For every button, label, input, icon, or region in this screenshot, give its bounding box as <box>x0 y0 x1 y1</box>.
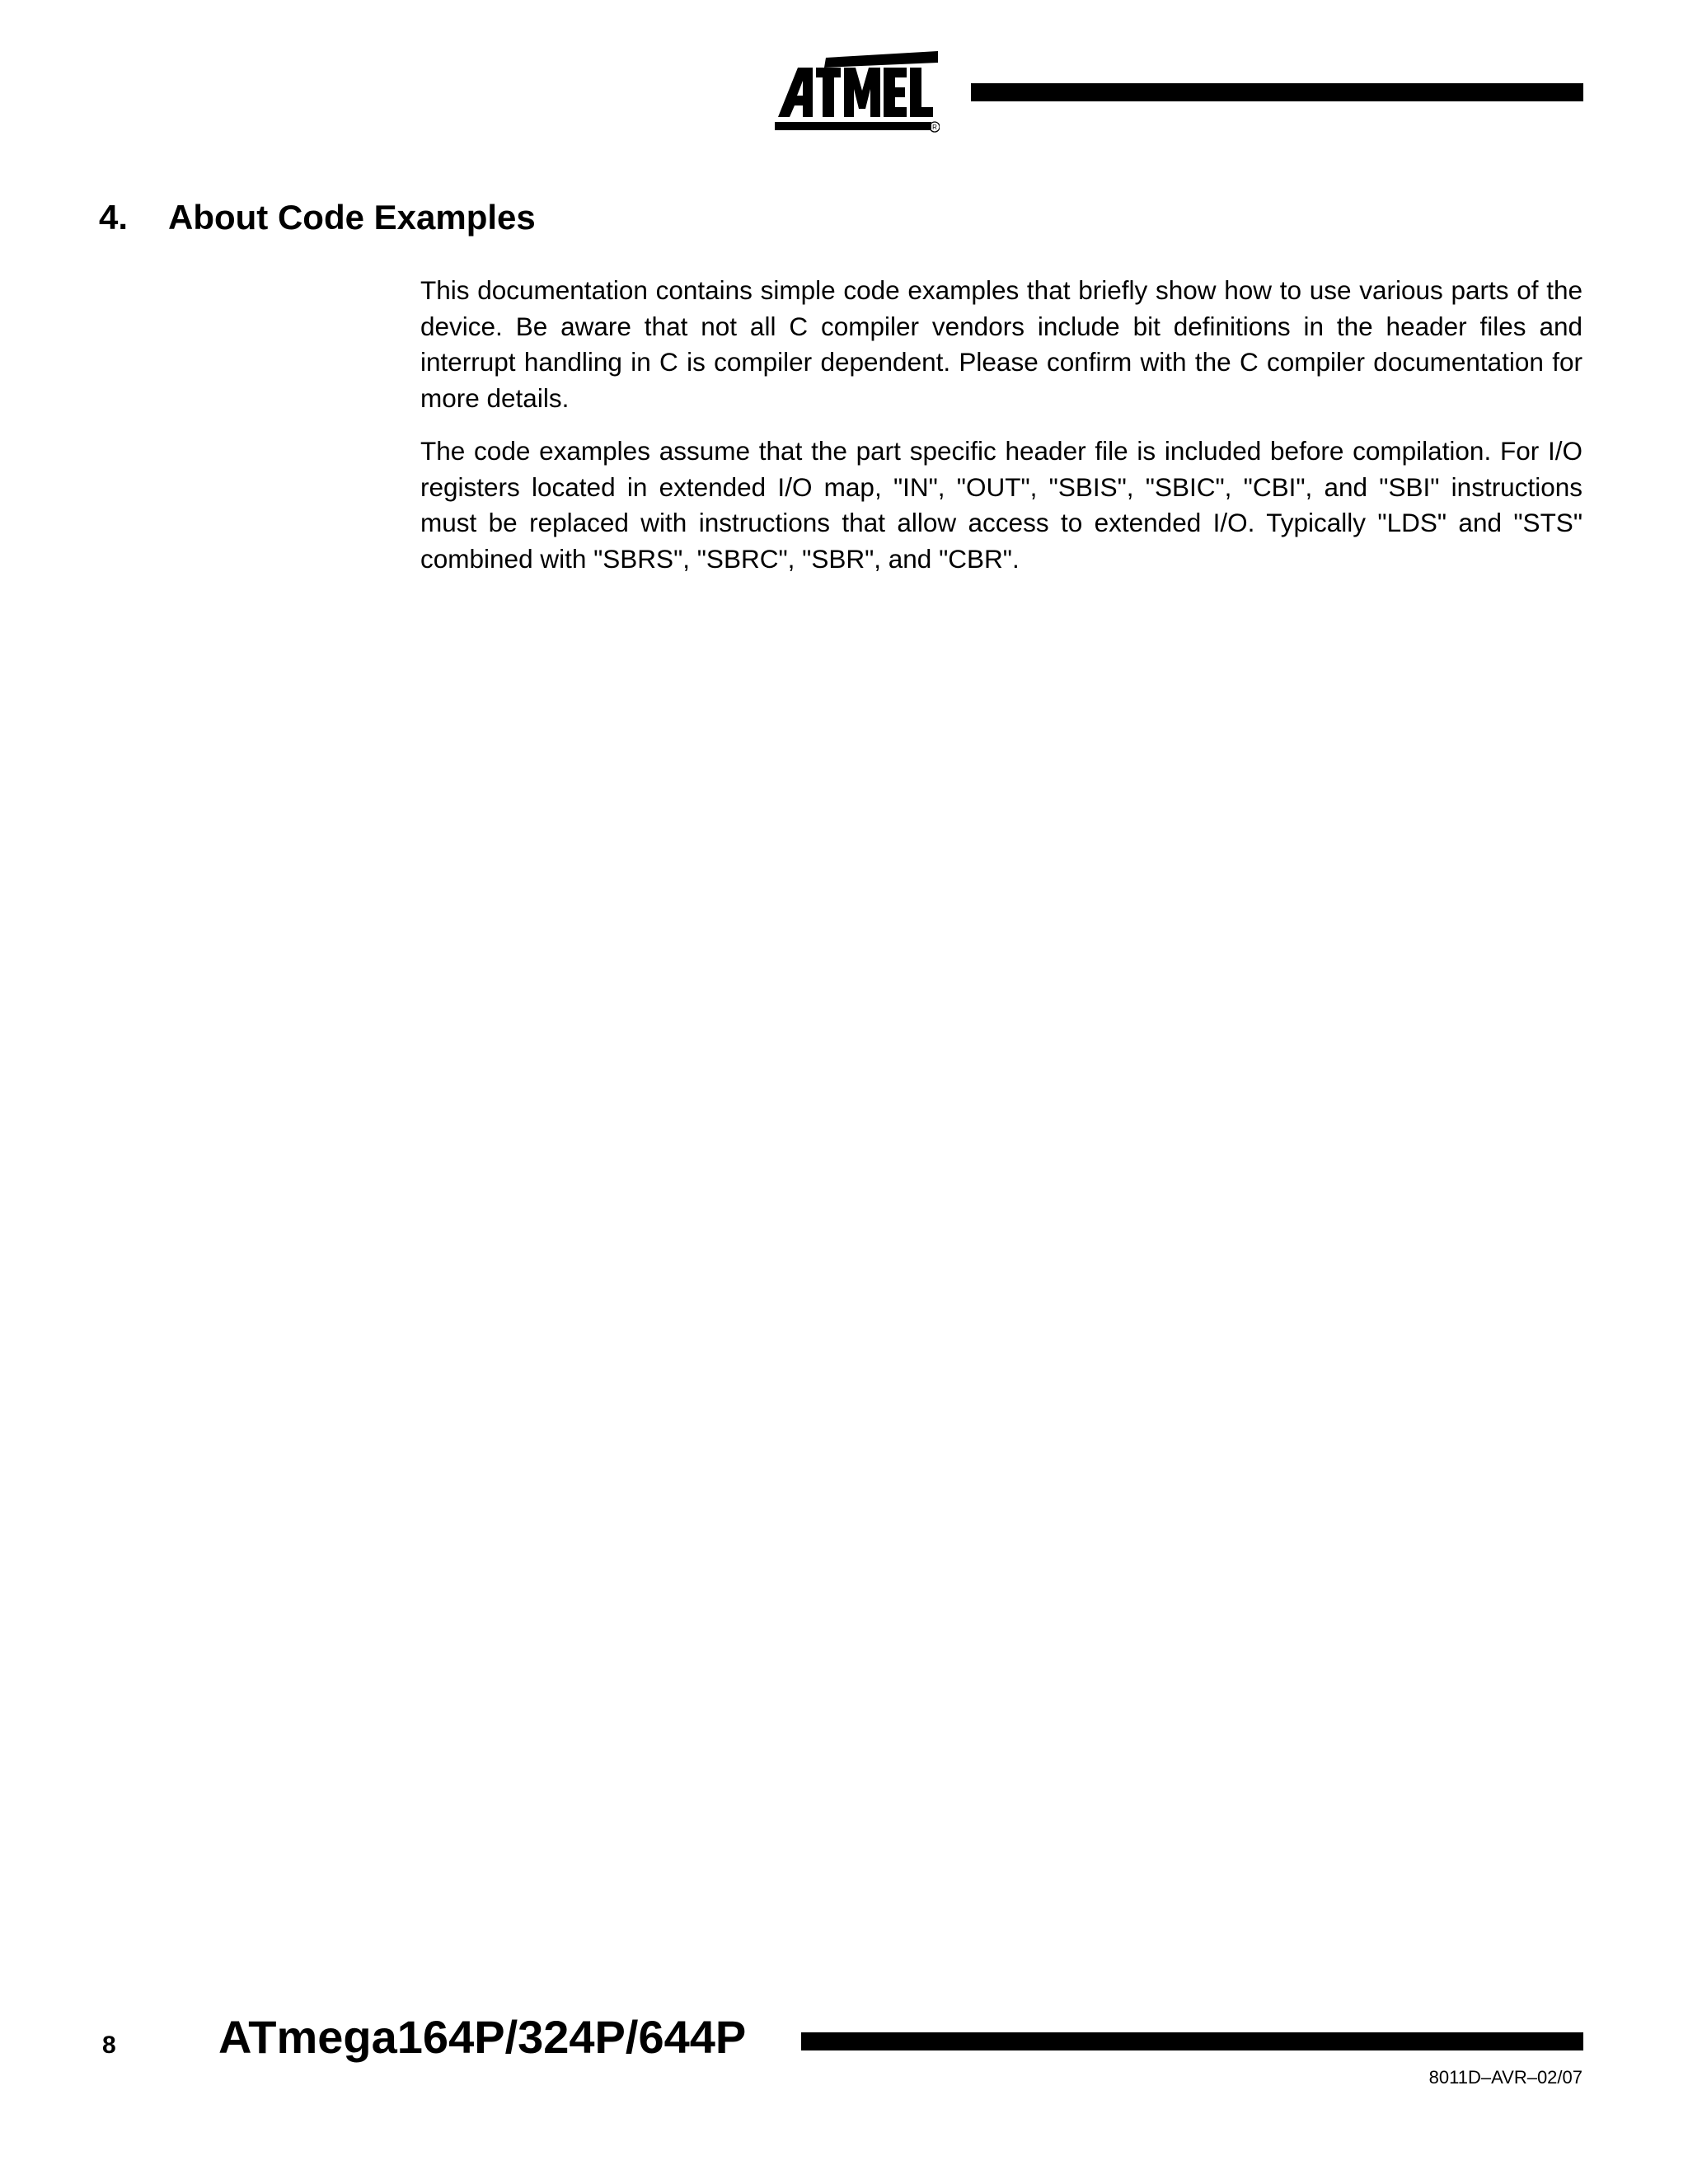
footer-rule <box>801 2032 1583 2050</box>
document-title: ATmega164P/324P/644P <box>218 2011 747 2063</box>
header-rule <box>971 83 1583 101</box>
document-code: 8011D–AVR–02/07 <box>1428 2067 1582 2088</box>
svg-text:R: R <box>932 124 937 131</box>
page-number: 8 <box>102 2032 116 2059</box>
atmel-logo <box>775 51 940 137</box>
body-text <box>420 273 1582 594</box>
paragraph: The code examples assume that the part specific header file is included before compilation. For I/O registers located in extended I/O map, "IN", "OUT", "SBIS", "SBIC", "CBI", and "SBI" instructions must be replaced with instructions that allow access to extended I/O. Typically "LDS" and "STS" combined with "SBRS", "SBRC", "SBR", and "CBR". <box>420 436 1582 574</box>
section-heading <box>99 194 536 241</box>
section-number: 4. <box>99 198 129 237</box>
section-title: About Code Examples <box>168 198 536 237</box>
paragraph: This documentation contains simple code examples that briefly show how to use various parts of the device. Be aware that not all C compiler vendors include bit definitions in the header files and interrupt handling in C is compiler dependent. Please confirm with the C compiler documentation for more details. <box>420 275 1582 413</box>
